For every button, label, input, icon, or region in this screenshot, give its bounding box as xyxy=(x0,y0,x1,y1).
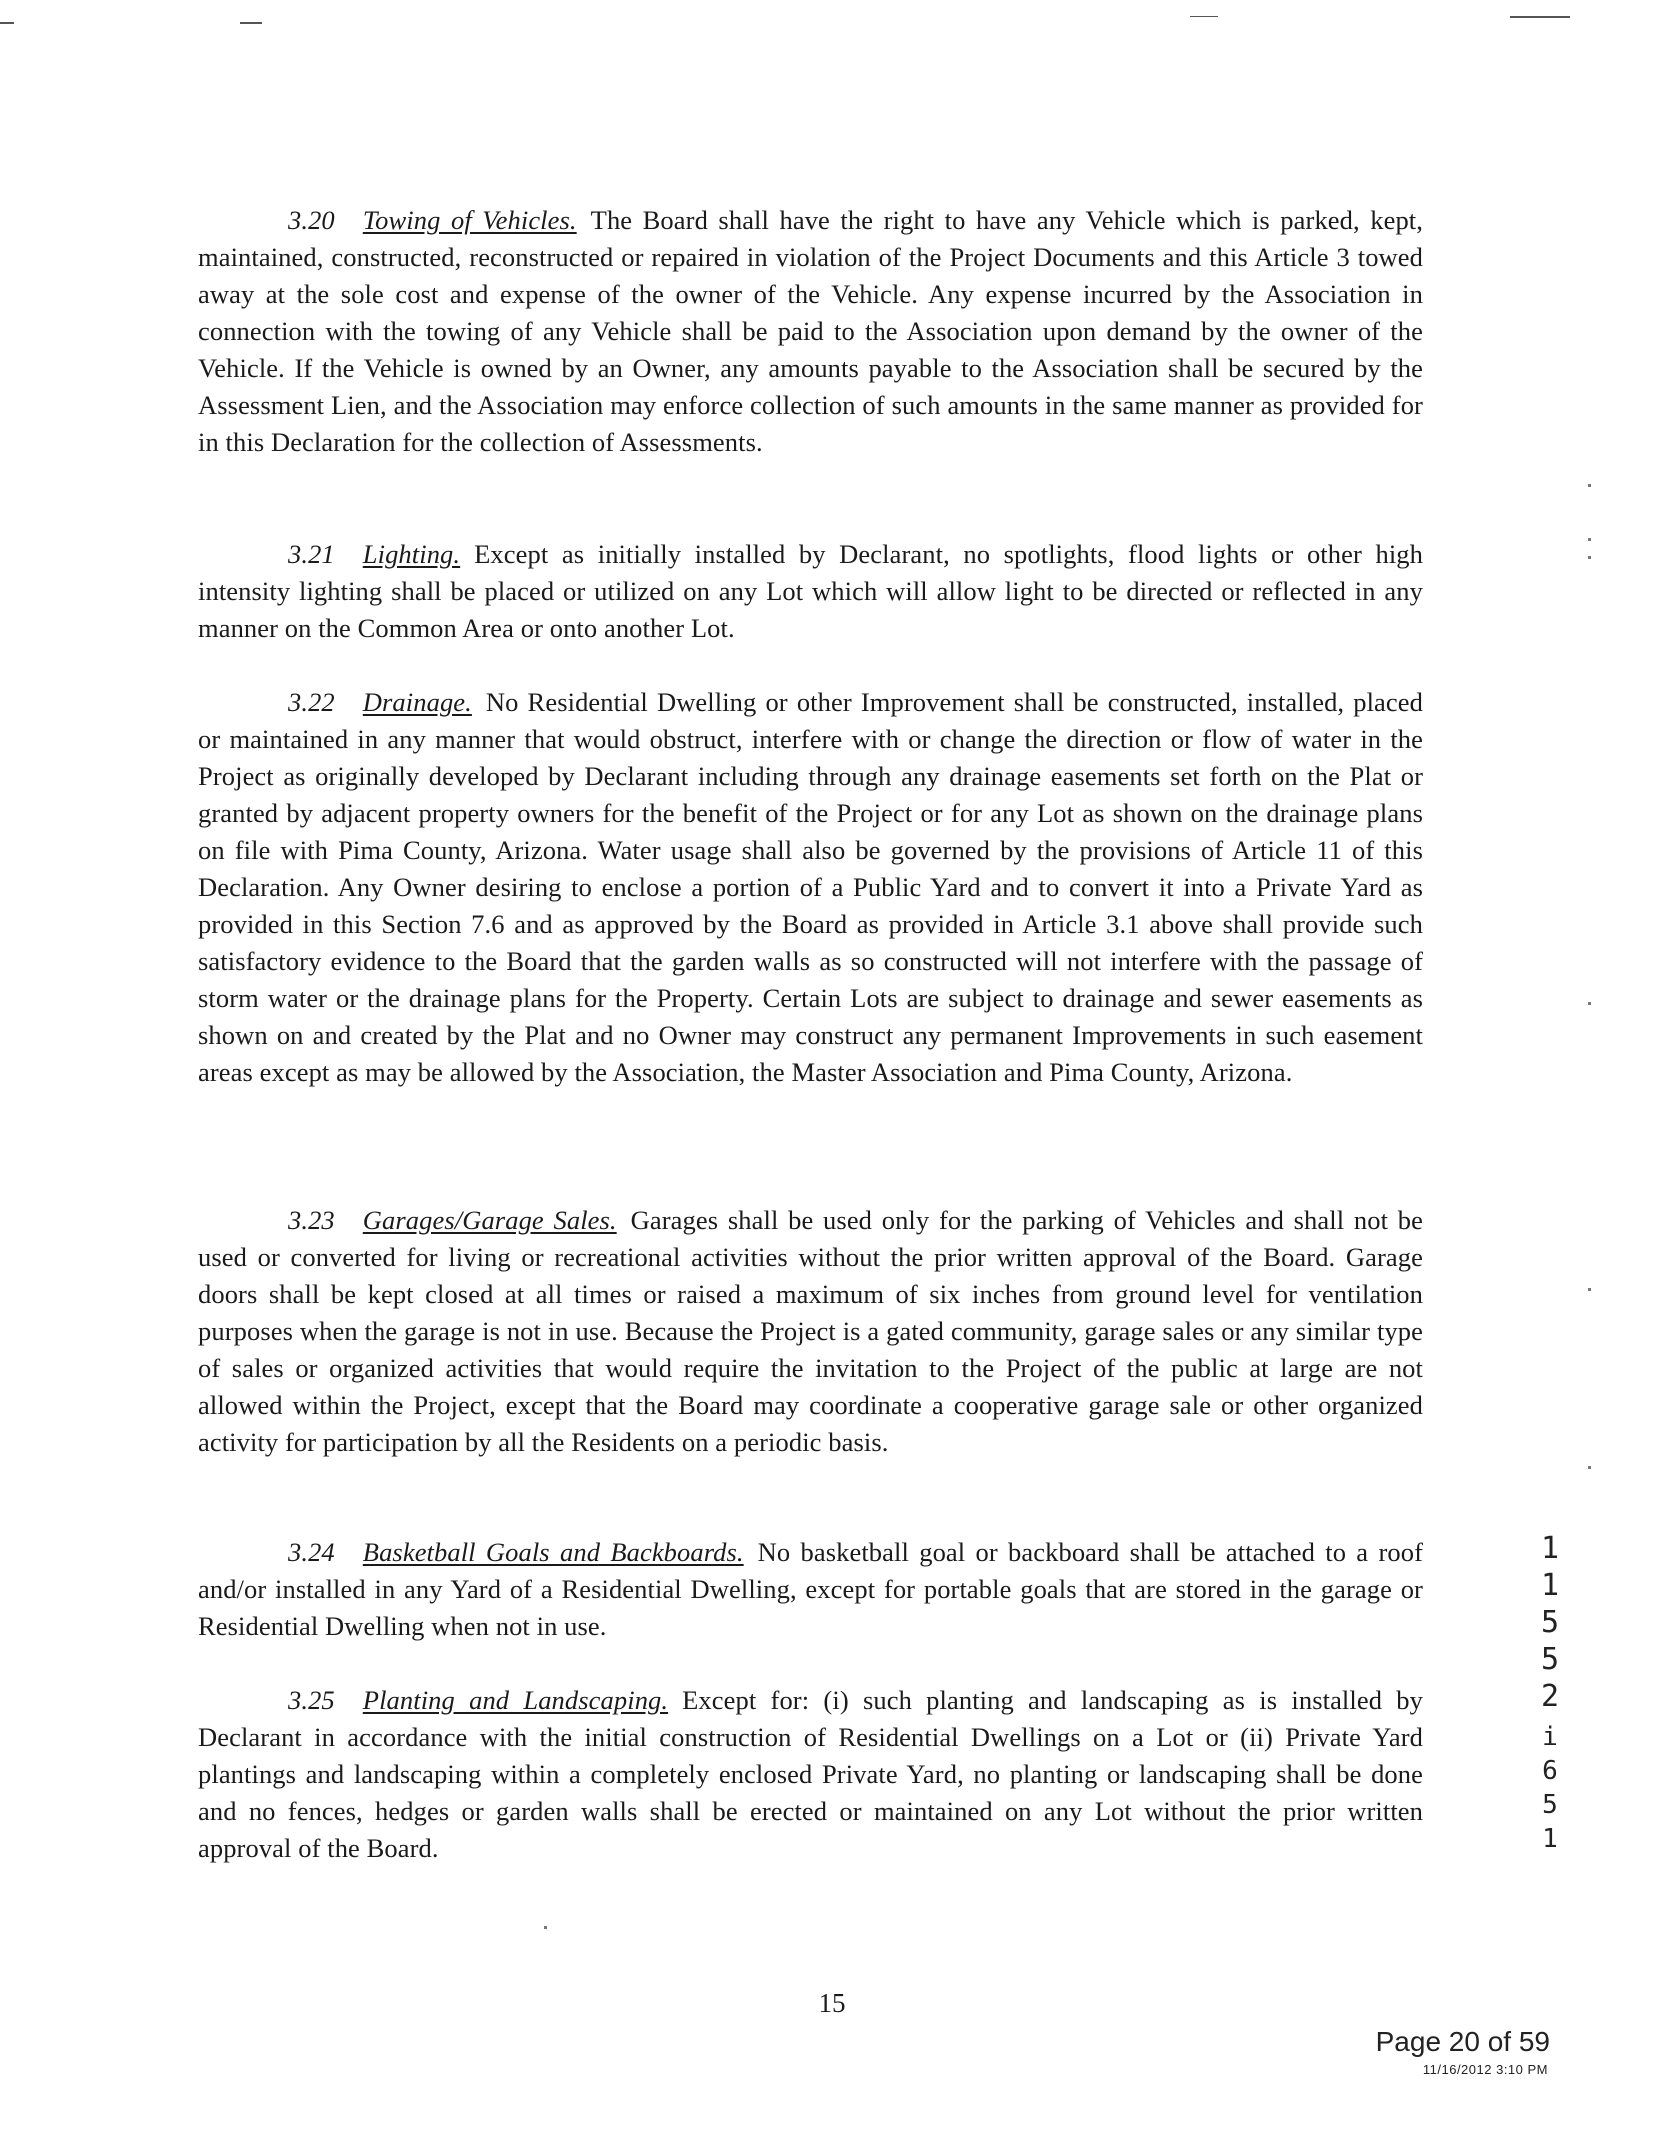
scan-dot xyxy=(544,1926,547,1929)
section-body: Except as initially installed by Declarant, no spotlights, flood lights or other high intensity lighting shall be placed or utilized on any Lot which will allow light to be directed or reflected in any manner on the Common Area or onto another Lot. xyxy=(198,539,1423,643)
section-number: 3.20 xyxy=(288,205,335,235)
section-title: Planting and Landscaping. xyxy=(362,1685,669,1715)
stamp-digit: 6 xyxy=(1542,1756,1558,1786)
section-3-23 xyxy=(198,1202,1423,1461)
scan-dot xyxy=(1588,556,1591,559)
scan-mark-left xyxy=(0,22,14,24)
section-number: 3.25 xyxy=(288,1685,335,1715)
scan-mark-left-center xyxy=(240,22,262,24)
section-body: No Residential Dwelling or other Improvement shall be constructed, installed, placed or maintained in any manner that would obstruct, interfere with or change the direction or flow of water in the Project as originally developed by Declarant including through any drainage easements set forth on the Plat or granted by adjacent property owners for the benefit of the Project or for any Lot as shown on the drainage plans on file with Pima County, Arizona. Water usage shall also be governed by the provisions of Article 11 of this Declaration. Any Owner desiring to enclose a portion of a Public Yard and to convert it into a Private Yard as provided in this Section 7.6 and as approved by the Board as provided in Article 3.1 above shall provide such satisfactory evidence to the Board that the garden walls as so constructed will not interfere with the passage of storm water or the drainage plans for the Property. Certain Lots are subject to drainage and sewer easements as shown on and created by the Plat and no Owner may construct any permanent Improvements in such easement areas except as may be allowed by the Association, the Master Association and Pima County, Arizona. xyxy=(198,687,1423,1087)
section-title: Garages/Garage Sales. xyxy=(362,1205,617,1235)
scan-dot xyxy=(1588,1466,1591,1469)
section-3-21 xyxy=(198,536,1423,647)
stamp-digit: 1 xyxy=(1542,1824,1558,1854)
section-body: The Board shall have the right to have any Vehicle which is parked, kept, maintained, constructed, reconstructed or repaired in violation of the Project Documents and this Article 3 towed away at the sole cost and expense of the owner of the Vehicle. Any expense incurred by the Association in connection with the towing of any Vehicle shall be paid to the Association upon demand by the owner of the Vehicle. If the Vehicle is owned by an Owner, any amounts payable to the Association shall be secured by the Assessment Lien, and the Association may enforce collection of such amounts in the same manner as provided for in this Declaration for the collection of Assessments. xyxy=(198,205,1423,457)
section-number: 3.22 xyxy=(288,687,335,717)
stamp-digit: 2 xyxy=(1540,1679,1560,1714)
scan-dot xyxy=(1588,1288,1591,1291)
scan-mark-right xyxy=(1510,16,1570,18)
scan-mark-center xyxy=(1190,16,1218,17)
recording-stamp-bottom xyxy=(1530,1720,1570,1856)
recording-stamp-top xyxy=(1530,1530,1570,1715)
section-title: Lighting. xyxy=(362,539,461,569)
section-3-25 xyxy=(198,1682,1423,1867)
page-counter: Page 20 of 59 xyxy=(1375,2026,1550,2057)
stamp-digit: 1 xyxy=(1540,1568,1560,1603)
scan-dot xyxy=(1588,1002,1591,1005)
section-body: No basketball goal or backboard shall be attached to a roof and/or installed in any Yard of a Residential Dwelling, except for portable goals that are stored in the garage or Residential Dwelling when not in use. xyxy=(198,1537,1423,1641)
section-title: Basketball Goals and Backboards. xyxy=(362,1537,744,1567)
stamp-digit: 5 xyxy=(1540,1642,1560,1677)
section-3-22 xyxy=(198,684,1423,1091)
stamp-digit: 1 xyxy=(1540,1531,1560,1566)
section-body: Except for: (i) such planting and landscaping as is installed by Declarant in accordance with the initial construction of Residential Dwellings on a Lot or (ii) Private Yard plantings and landscaping within a completely enclosed Private Yard, no planting or landscaping shall be done and no fences, hedges or garden walls shall be erected or maintained on any Lot without the prior written approval of the Board. xyxy=(198,1685,1423,1863)
section-body: Garages shall be used only for the parking of Vehicles and shall not be used or converted for living or recreational activities without the prior written approval of the Board. Garage doors shall be kept closed at all times or raised a maximum of six inches from ground level for ventilation purposes when the garage is not in use. Because the Project is a gated community, garage sales or any similar type of sales or organized activities that would require the invitation to the Project of the public at large are not allowed within the Project, except that the Board may coordinate a cooperative garage sale or other organized activity for participation by all the Residents on a periodic basis. xyxy=(198,1205,1423,1457)
stamp-digit: 5 xyxy=(1540,1605,1560,1640)
scan-dot xyxy=(1588,484,1591,487)
page-number: 15 xyxy=(818,1988,846,2018)
stamp-digit: i xyxy=(1542,1722,1558,1752)
section-3-24 xyxy=(198,1534,1423,1645)
stamp-digit: 5 xyxy=(1542,1790,1558,1820)
section-title: Drainage. xyxy=(362,687,472,717)
section-number: 3.23 xyxy=(288,1205,335,1235)
page-timestamp: 11/16/2012 3:10 PM xyxy=(1422,2062,1548,2077)
section-title: Towing of Vehicles. xyxy=(362,205,577,235)
section-3-20 xyxy=(198,202,1423,461)
section-number: 3.21 xyxy=(288,539,335,569)
scan-dot xyxy=(1588,538,1591,541)
section-number: 3.24 xyxy=(288,1537,335,1567)
